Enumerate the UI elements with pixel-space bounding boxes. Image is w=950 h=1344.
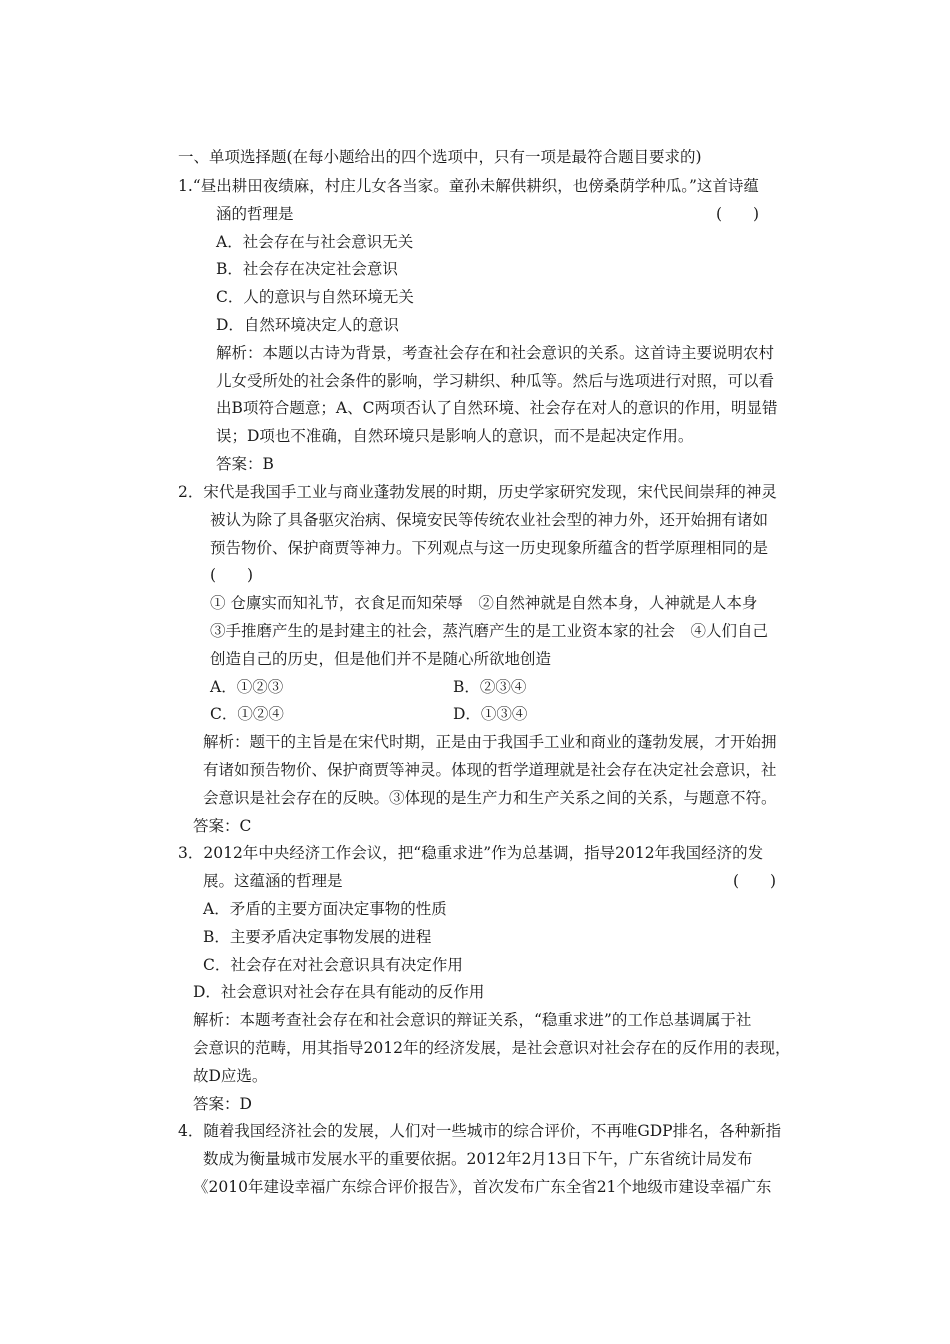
option-a: A．①②③ (210, 678, 284, 696)
question-stem-line: 涵的哲理是 (216, 205, 294, 223)
answer-line: 答案：D (193, 1095, 252, 1113)
option-a: A．社会存在与社会意识无关 (216, 233, 414, 251)
answer-blank: ( ) (716, 205, 760, 223)
statement-line: 创造自己的历史，但是他们并不是随心所欲地创造 (210, 650, 552, 668)
option-b: B．社会存在决定社会意识 (216, 260, 398, 278)
section-heading: 一、单项选择题(在每小题给出的四个选项中，只有一项是最符合题目要求的) (178, 148, 702, 166)
analysis-line: 误；D项也不准确，自然环境只是影响人的意识，而不是起决定作用。 (216, 427, 694, 445)
analysis-line: 会意识是社会存在的反映。③体现的是生产力和生产关系之间的关系，与题意不符。 (203, 789, 777, 807)
question-stem-line: 被认为除了具备驱灾治病、保境安民等传统农业社会型的神力外，还开始拥有诸如 (210, 511, 769, 529)
question-stem-line: 预告物价、保护商贾等神力。下列观点与这一历史现象所蕴含的哲学原理相同的是 (210, 539, 769, 557)
question-stem-line: 数成为衡量城市发展水平的重要依据。2012年2月13日下午，广东省统计局发布 (203, 1150, 753, 1168)
analysis-line: 解析：本题以古诗为背景，考查社会存在和社会意识的关系。这首诗主要说明农村 (216, 344, 775, 362)
option-a: A．矛盾的主要方面决定事物的性质 (203, 900, 447, 918)
analysis-line: 出B项符合题意；A、C两项否认了自然环境、社会存在对人的意识的作用，明显错 (216, 399, 778, 417)
analysis-line: 会意识的范畴，用其指导2012年的经济发展，是社会意识对社会存在的反作用的表现， (193, 1039, 791, 1057)
option-b: B．主要矛盾决定事物发展的进程 (203, 928, 432, 946)
option-c: C．①②④ (210, 705, 284, 723)
option-b: B．②③④ (453, 678, 527, 696)
option-c: C．社会存在对社会意识具有决定作用 (203, 956, 463, 974)
question-stem-line: 2．宋代是我国手工业与商业蓬勃发展的时期，历史学家研究发现，宋代民间崇拜的神灵 (178, 483, 777, 501)
question-stem-line: 4．随着我国经济社会的发展，人们对一些城市的综合评价，不再唯GDP排名，各种新指 (178, 1122, 782, 1140)
question-stem-line: 《2010年建设幸福广东综合评价报告》，首次发布广东全省21个地级市建设幸福广东 (193, 1178, 772, 1196)
analysis-line: 解析：本题考查社会存在和社会意识的辩证关系，“稳重求进”的工作总基调属于社 (193, 1011, 752, 1029)
analysis-line: 儿女受所处的社会条件的影响，学习耕织、种瓜等。然后与选项进行对照，可以看 (216, 372, 775, 390)
question-stem-line: 3．2012年中央经济工作会议，把“稳重求进”作为总基调，指导2012年我国经济的发 (178, 844, 764, 862)
analysis-line: 解析：题干的主旨是在宋代时期，正是由于我国手工业和商业的蓬勃发展，才开始拥 (203, 733, 777, 751)
question-stem-line: 1.“昼出耕田夜绩麻，村庄儿女各当家。童孙未解供耕织，也傍桑荫学种瓜。”这首诗蕴 (178, 177, 759, 195)
option-d: D．①③④ (453, 705, 528, 723)
option-d: D．社会意识对社会存在具有能动的反作用 (193, 983, 485, 1001)
answer-blank: ( ) (733, 872, 777, 890)
option-d: D．自然环境决定人的意识 (216, 316, 399, 334)
answer-blank: ( ) (210, 566, 254, 584)
analysis-line: 有诸如预告物价、保护商贾等神灵。体现的哲学道理就是社会存在决定社会意识，社 (203, 761, 777, 779)
statement-line: ③手推磨产生的是封建主的社会，蒸汽磨产生的是工业资本家的社会 ④人们自己 (210, 622, 769, 640)
statement-line: ① 仓廪实而知礼节，衣食足而知荣辱 ②自然神就是自然本身，人神就是人本身 (210, 594, 758, 612)
answer-line: 答案：B (216, 455, 274, 473)
answer-line: 答案：C (193, 817, 252, 835)
analysis-line: 故D应选。 (193, 1067, 268, 1085)
option-c: C．人的意识与自然环境无关 (216, 288, 414, 306)
question-stem-line: 展。这蕴涵的哲理是 (203, 872, 343, 890)
